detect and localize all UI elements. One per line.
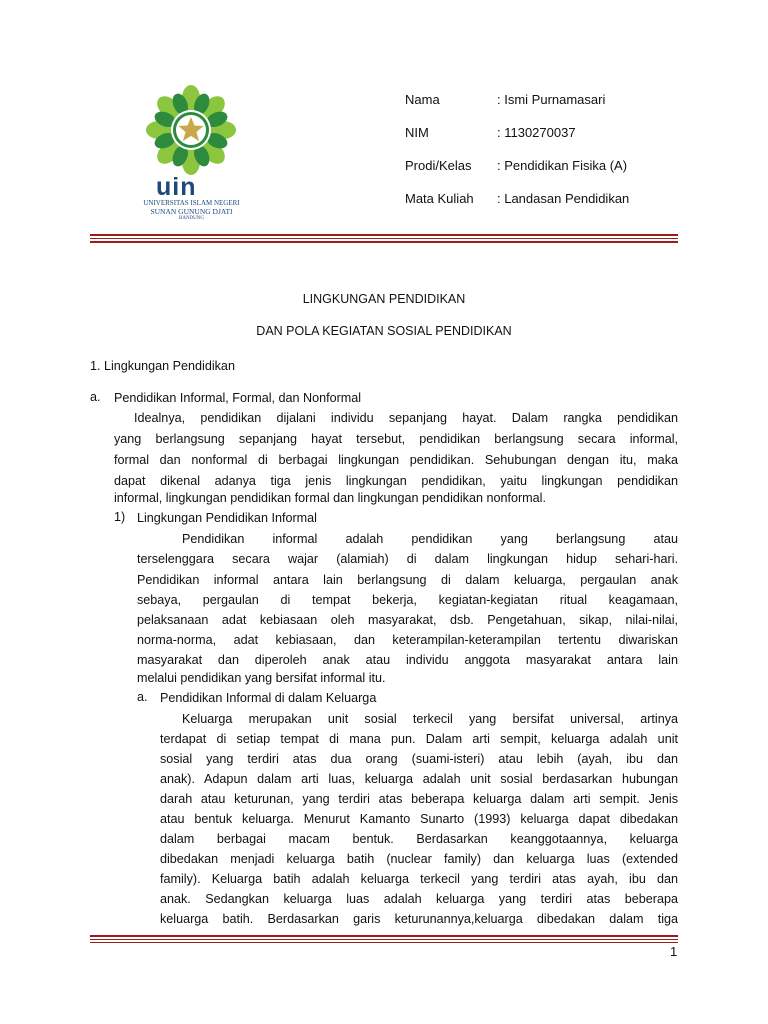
paragraph-line: terdapat di setiap tempat di mana pun. Dalam arti sempit, keluarga adalah unit: [160, 732, 678, 746]
info-value: : 1130270037: [497, 125, 576, 140]
document-title-line1: LINGKUNGAN PENDIDIKAN: [302, 292, 466, 306]
paragraph-line: pelaksanaan adat kebiasaan oleh masyarakat, dsb. Pengetahuan, sikap, nilai-nilai,: [137, 613, 678, 627]
paragraph-line: dalam berbagai macam bentuk. Berdasarkan keanggotaannya, keluarga: [160, 832, 678, 846]
paragraph-line: Pendidikan informal antara lain berlangsung di dalam keluarga, pergaulan anak: [137, 573, 678, 587]
paragraph-line: formal dan nonformal di berbagai lingkungan pendidikan. Sehubungan dengan itu, maka: [114, 453, 678, 467]
list-marker: a.: [137, 690, 148, 704]
header-divider: [90, 234, 678, 245]
paragraph-line: sebaya, pergaulan di tempat bekerja, kegiatan-kegiatan ritual keagamaan,: [137, 593, 678, 607]
list-marker: 1): [114, 510, 126, 524]
page-number: 1: [670, 944, 678, 959]
paragraph-line: sosial yang terdiri atas dua orang (suami-isteri) atau lebih (ayah, ibu dan: [160, 752, 678, 766]
paragraph-line: family). Keluarga batih adalah keluarga terkecil yang terdiri atas ayah, ibu dan: [160, 872, 678, 886]
paragraph-line: dapat dikenal adanya tiga jenis lingkungan pendidikan, yaitu lingkungan pendidikan: [114, 474, 678, 488]
paragraph-line: terselenggara secara wajar (alamiah) di dalam lingkungan hidup sehari-hari.: [137, 552, 678, 566]
university-name-line2: SUNAN GUNUNG DJATI: [150, 207, 233, 216]
subsection-heading: Pendidikan Informal, Formal, dan Nonformal: [114, 391, 362, 405]
item-heading: Lingkungan Pendidikan Informal: [137, 511, 317, 525]
info-label: Mata Kuliah: [405, 191, 474, 206]
university-name-line3: BANDUNG: [179, 216, 204, 221]
uin-brand-text: uin: [156, 173, 197, 201]
paragraph-line: atau bentuk keluarga. Menurut Kamanto Sunarto (1993) keluarga dapat dibedakan: [160, 812, 678, 826]
list-marker: a.: [90, 390, 101, 404]
paragraph-line: keluarga batih. Berdasarkan garis keturunannya,keluarga dibedakan dalam tiga: [160, 912, 678, 926]
paragraph-line: melalui pendidikan yang bersifat informal itu.: [137, 671, 386, 685]
university-logo: [126, 84, 256, 219]
paragraph-line: yang berlangsung sepanjang hayat tersebut, pendidikan berlangsung secara informal,: [114, 432, 678, 446]
item-heading: Pendidikan Informal di dalam Keluarga: [160, 691, 377, 705]
uin-star-emblem-icon: [132, 84, 250, 176]
paragraph-line: dibedakan menjadi keluarga batih (nuclear family) dan keluarga luas (extended: [160, 852, 678, 866]
paragraph-line: masyarakat dan diperoleh anak atau individu anggota masyarakat antara lain: [137, 653, 678, 667]
info-label: Prodi/Kelas: [405, 158, 472, 173]
info-value: : Ismi Purnamasari: [497, 92, 606, 107]
footer-divider: [90, 935, 678, 945]
paragraph-line: anak). Adapun dalam arti luas, keluarga adalah unit sosial berdasarkan hubungan: [160, 772, 678, 786]
paragraph-line: darah atau keturunan, yang terdiri atas beberapa keluarga dalam arti sempit. Jenis: [160, 792, 678, 806]
section-heading: 1. Lingkungan Pendidikan: [90, 359, 235, 373]
paragraph-line: anak. Sedangkan keluarga luas adalah keluarga yang terdiri atas beberapa: [160, 892, 678, 906]
university-name-line1: UNIVERSITAS ISLAM NEGERI: [143, 199, 240, 207]
paragraph-line: Keluarga merupakan unit sosial terkecil yang bersifat universal, artinya: [182, 712, 678, 726]
paragraph-line: informal, lingkungan pendidikan formal dan lingkungan pendidikan nonformal.: [114, 491, 546, 505]
info-value: : Pendidikan Fisika (A): [497, 158, 628, 173]
document-title-line2: DAN POLA KEGIATAN SOSIAL PENDIDIKAN: [256, 324, 512, 338]
info-label: Nama: [405, 92, 440, 107]
info-label: NIM: [405, 125, 429, 140]
paragraph-line: Idealnya, pendidikan dijalani individu sepanjang hayat. Dalam rangka pendidikan: [134, 411, 678, 425]
info-value: : Landasan Pendidikan: [497, 191, 630, 206]
paragraph-line: Pendidikan informal adalah pendidikan yang berlangsung atau: [182, 532, 678, 546]
paragraph-line: norma-norma, adat kebiasaan, dan keterampilan-keterampilan tertentu diwariskan: [137, 633, 678, 647]
